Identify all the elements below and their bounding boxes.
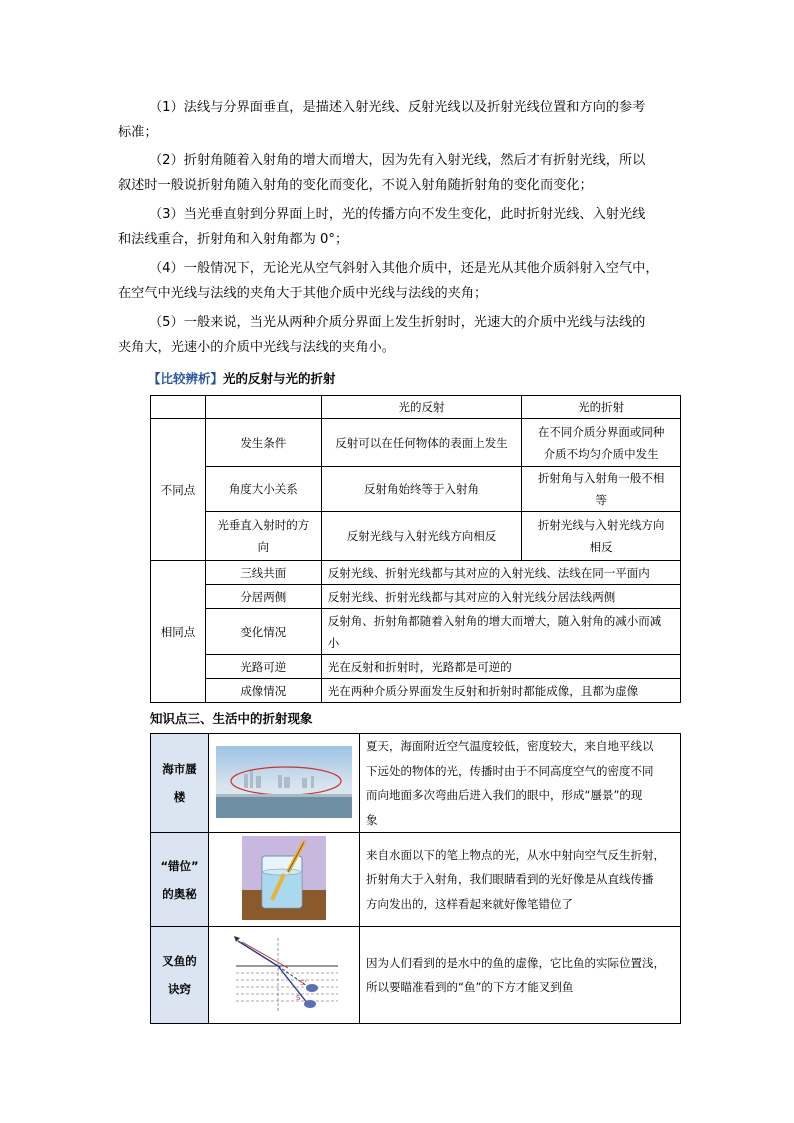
same-content-sides: 反射光线、折射光线都与其对应的入射光线分居法线两侧: [321, 585, 680, 609]
diff-refraction-vertical: [522, 512, 681, 561]
note-2: [118, 148, 678, 198]
diff-group-label: 不同点: [151, 419, 206, 561]
section-3-heading: 知识点三、生活中的折射现象: [150, 711, 313, 726]
mirage-photo-cell: [209, 734, 360, 833]
table-header-row: [151, 396, 681, 419]
svg-text:S: S: [296, 993, 301, 1002]
cell-line: 来自水面以下的笔上物点的光，从水中射向空气反生折射，: [366, 847, 665, 862]
pencil-in-glass: [242, 836, 326, 920]
cell-line: 方向发出的，这样看起来就好像笔错位了: [366, 896, 573, 911]
diff-item-vertical: [205, 512, 321, 561]
cell-line: 因为人们看到的是水中的鱼的虚像，它比鱼的实际位置浅，: [366, 955, 665, 970]
same-item-imaging: 成像情况: [205, 679, 321, 703]
table-row: [151, 561, 681, 585]
note-1: [118, 95, 678, 145]
label-mirage: [151, 734, 209, 833]
spear-fish-cell: [209, 927, 360, 1024]
note-2-line-2: 叙述时一般说折射角随入射角的变化而变化，不说入射角随折射角的变化而变化；: [118, 178, 593, 193]
cell-line: 的奥秘: [162, 886, 197, 901]
cell-line: 反射角、折射角都随着入射角的增大而增大，随入射角的减小而减: [327, 613, 662, 628]
table-row: [151, 609, 681, 655]
desc-pencil: [360, 833, 681, 927]
note-1-line-2: 标准；: [118, 125, 158, 140]
compare-heading-text: 光的反射与光的折射: [223, 371, 336, 386]
table-row: [151, 679, 681, 703]
note-4: [118, 256, 678, 306]
note-1-line-1: （1）法线与分界面垂直，是描述入射光线、反射光线以及折射光线位置和方向的参考: [149, 100, 646, 115]
pencil-photo-cell: [209, 833, 360, 927]
desc-spear-fish: [360, 927, 681, 1024]
cell-line: 折射光线与入射光线方向: [537, 518, 665, 532]
label-spear-fish: [151, 927, 209, 1024]
same-item-coplanar: 三线共面: [205, 561, 321, 585]
cell-line: 向: [257, 540, 270, 554]
cell-line: 海市蜃: [162, 762, 197, 776]
header-refraction: 光的折射: [522, 396, 681, 419]
same-item-sides: 分居两侧: [205, 585, 321, 609]
note-5: [118, 310, 678, 360]
note-4-line-1: （4）一般情况下，无论光从空气斜射入其他介质中，还是光从其他介质斜射入空气中，: [149, 261, 659, 276]
note-3: [118, 202, 678, 252]
note-5-line-2: 夹角大，光速小的介质中光线与法线的夹角小。: [118, 340, 395, 355]
cell-line: “错位”: [160, 858, 199, 873]
note-5-line-1: （5）一般来说，当光从两种介质分界面上发生折射时，光速大的介质中光线与法线的: [149, 315, 646, 330]
table-row: [151, 467, 681, 512]
table-row: [151, 585, 681, 609]
table-row: [151, 734, 681, 833]
cell-line: 光垂直入射时的方: [217, 518, 310, 532]
note-2-line-1: （2）折射角随着入射角的增大而增大，因为先有入射光线，然后才有折射光线，所以: [149, 153, 646, 168]
cell-line: 等: [595, 493, 607, 507]
table-row: [151, 512, 681, 561]
svg-text:S': S': [300, 978, 307, 987]
same-content-reversible: 光在反射和折射时，光路都是可逆的: [321, 655, 680, 679]
header-cell-empty-1: [151, 396, 206, 419]
comparison-table: [150, 395, 681, 703]
cell-line: 所以要瞄准看到的“鱼”的下方才能叉到鱼: [366, 980, 574, 994]
table-row: [151, 419, 681, 467]
diff-refraction-angle: [522, 467, 681, 512]
same-group-label: 相同点: [151, 561, 206, 703]
table-row: [151, 655, 681, 679]
note-4-line-2: 在空气中光线与法线的夹角大于其他介质中光线与法线的夹角；: [118, 286, 488, 301]
cell-line: 而向地面多次弯曲后进入我们的眼中，形成“蜃景”的现: [366, 788, 643, 802]
cell-line: 介质不均匀介质中发生: [543, 446, 659, 461]
cell-line: 叉鱼的: [162, 954, 197, 968]
diff-item-angle: 角度大小关系: [205, 467, 321, 512]
desc-mirage: [360, 734, 681, 833]
label-pencil: [151, 833, 209, 927]
note-3-line-1: （3）当光垂直射到分界面上时，光的传播方向不发生变化，此时折射光线、入射光线: [149, 207, 646, 222]
cell-line: 诀窍: [168, 982, 191, 996]
diff-item-condition: 发生条件: [205, 419, 321, 467]
cell-line: 折射角大于入射角，我们眼睛看到的光好像是从直线传播: [366, 872, 654, 887]
cell-line: 楼: [173, 790, 186, 804]
cell-line: 象: [366, 812, 378, 827]
header-cell-empty-2: [205, 396, 321, 419]
same-item-change: 变化情况: [205, 609, 321, 655]
same-content-imaging: 光在两种介质分界面发生反射和折射时都能成像，且都为虚像: [321, 679, 680, 703]
header-reflection: 光的反射: [321, 396, 522, 419]
diff-reflection-angle: 反射角始终等于入射角: [321, 467, 522, 512]
same-content-coplanar: 反射光线、折射光线都与其对应的入射光线、法线在同一平面内: [321, 561, 680, 585]
cell-line: 折射角与入射角一般不相: [537, 471, 665, 485]
compare-heading: [148, 369, 336, 387]
cell-line: 在不同介质分界面或同种: [537, 424, 665, 439]
cell-line: 夏天，海面附近空气温度较低，密度较大，来自地平线以: [366, 739, 654, 753]
table-row: [151, 927, 681, 1024]
table-row: [151, 833, 681, 927]
same-content-change: [321, 609, 680, 655]
compare-heading-tag: 【比较辨析】: [148, 371, 224, 386]
note-3-line-2: 和法线重合，折射角和入射角都为 0°；: [118, 232, 349, 247]
cell-line: 小: [327, 635, 340, 650]
spear-fish-diagram: [228, 932, 340, 1016]
mirage-photo: [216, 746, 352, 818]
same-item-reversible: 光路可逆: [205, 655, 321, 679]
cell-line: 下远处的物体的光，传播时由于不同高度空气的密度不同: [366, 763, 654, 778]
cell-line: 相反: [589, 540, 613, 554]
diff-reflection-vertical: 反射光线与入射光线方向相反: [321, 512, 522, 561]
diff-refraction-condition: [522, 419, 681, 467]
diff-reflection-condition: 反射可以在任何物体的表面上发生: [321, 419, 522, 467]
refraction-phenomena-table: [150, 733, 681, 1024]
